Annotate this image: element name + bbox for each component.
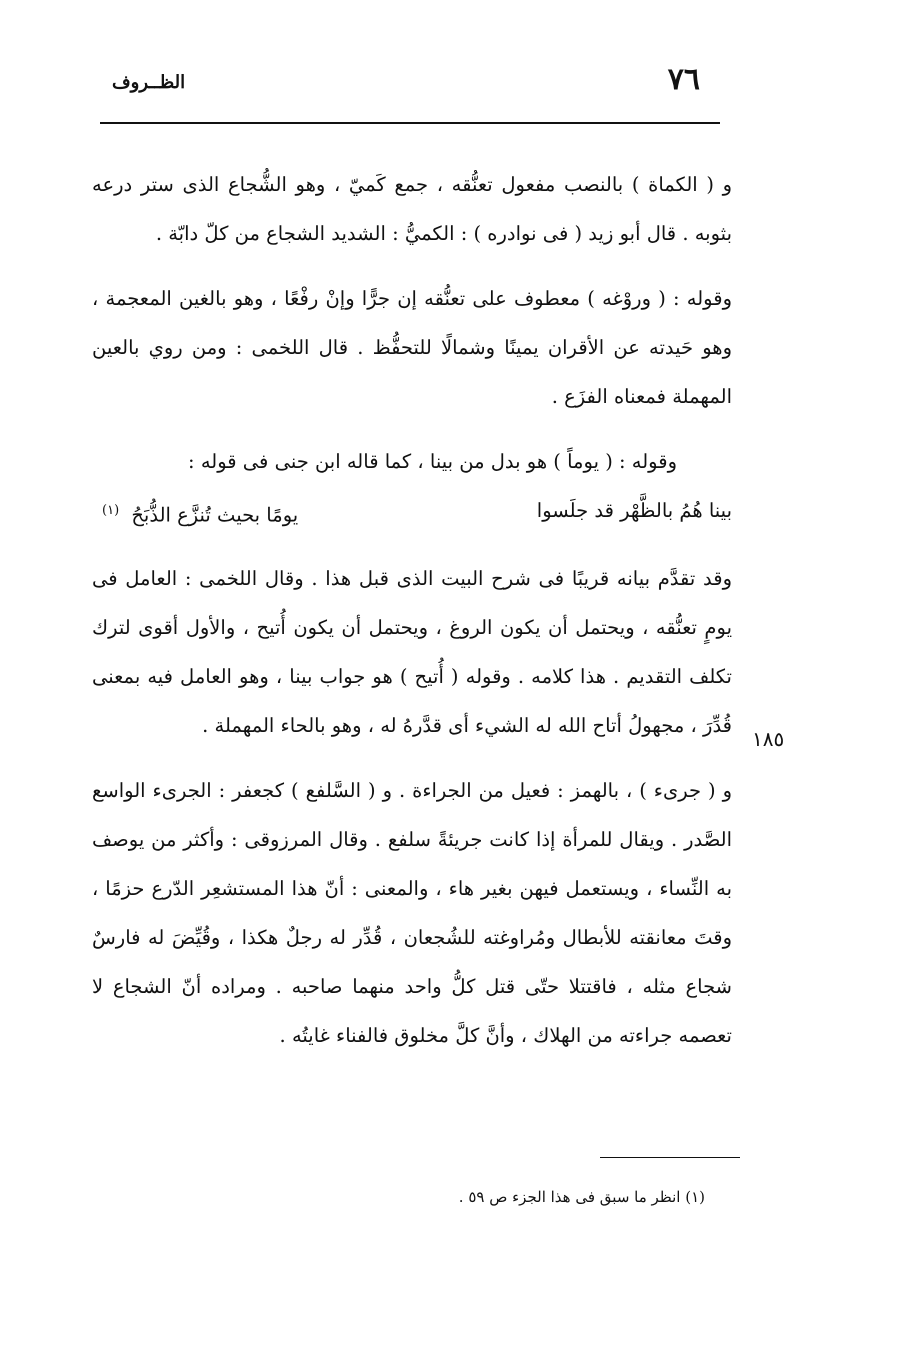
main-text — [92, 160, 732, 1076]
footnote-rule — [600, 1157, 740, 1158]
paragraph-2: وقوله : ( وروْغه ) معطوف على تعنُّقه إن جرًّا وإنْ رفْعًا ، وهو بالغين المعجمة ، وهو حَيدته عن الأقران يمينًا وشمالًا للتحفُّظ . قال اللخمى : ومن روي بالعين المهملة فمعناه الفزَع . — [92, 287, 732, 408]
header-rule — [100, 122, 720, 124]
page-number: ٧٦ — [667, 62, 700, 97]
poetry-verse — [92, 486, 732, 540]
margin-reference-number: ١٨٥ — [752, 727, 785, 751]
running-title: الظــروف — [112, 72, 186, 93]
verse-second-hemistich: يومًا بحيث تُنزَّع الذُّبَحُ — [131, 503, 299, 527]
paragraph-3: وقد تقدَّم بيانه قريبًا فى شرح البيت الذى قبل هذا . وقال اللخمى : العامل فى يومٍ تعنُّقه ، ويحتمل أن يكون الروغ ، ويحتمل أن يكون أُتيح ، والأول أقوى لترك تكلف التقديم . هذا كلامه . وقوله ( أُتيح ) هو جواب بينا ، وهو العامل فيه بمعنى قُدِّرَ ، مجهولُ أتاح الله له الشيء أى قدَّرهُ له ، وهو بالحاء المهملة . — [92, 566, 732, 737]
verse-intro: وقوله : ( يوماً ) هو بدل من بينا ، كما قاله ابن جنى فى قوله : — [188, 450, 677, 473]
paragraph-4: و ( جرىء ) ، بالهمز : فعيل من الجراءة . و ( السَّلفع ) كجعفر : الجرىء الواسع الصَّدر . ويقال للمرأة إذا كانت جريئةً سلفع . وقال المرزوقى : وأكثر من يوصف به النِّساء ، ويستعمل فيهن بغير هاء ، والمعنى : أنّ هذا المستشعِر الدّرع حزمًا ، وقتَ معانقته للأبطال ومُراوغته للشُجعان ، قُدِّر له رجلٌ هكذا ، وقُيِّضَ له فارسٌ شجاع مثله ، فاقتتلا حتّى قتل كلُّ واحد منهما صاحبه . ومراده أنّ الشجاع لا تعصمه جراءته من الهلاك ، وأنَّ كلَّ مخلوق فالفناء غايتُه . — [92, 778, 732, 1047]
paragraph-1: و ( الكماة ) بالنصب مفعول تعنُّقه ، جمع كَميّ ، وهو الشُّجاع الذى ستر درعه بثوبه . قال أبو زيد ( فى نوادره ) : الكميُّ : الشديد الشجاع من كلّ دابّة . — [92, 173, 732, 245]
footnote: (١) انظر ما سبق فى هذا الجزء ص ٥٩ . — [458, 1188, 705, 1206]
verse-first-hemistich: بينا هُمُ بالظَّهْر قد جلَسوا — [536, 499, 732, 522]
footnote-marker: (١) — [102, 503, 120, 518]
page-header — [100, 62, 700, 102]
verse-second-hemistich-wrap — [102, 486, 298, 540]
